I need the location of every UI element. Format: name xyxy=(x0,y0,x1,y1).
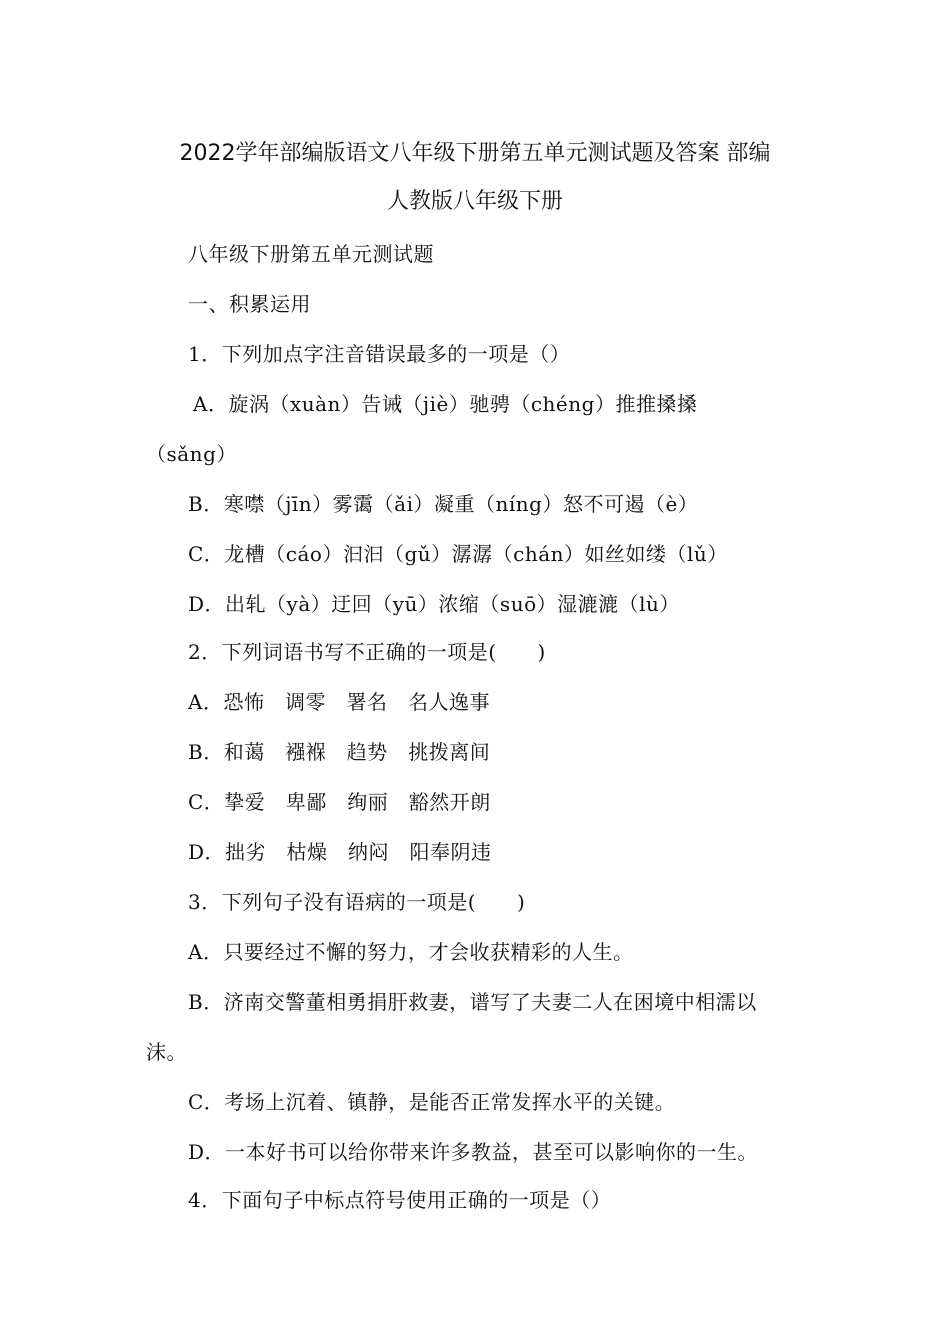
document-title-line-1: 2022学年部编版语文八年级下册第五单元测试题及答案 部编 xyxy=(179,141,771,166)
question-1-option-a: A．旋涡（xuàn）告诫（jiè）驰骋（chéng）推推搡搡 xyxy=(193,392,698,416)
question-1-option-a-continued: （sǎng） xyxy=(146,442,237,466)
document-title-line-2: 人教版八年级下册 xyxy=(386,189,563,214)
question-3-stem: 3．下列句子没有语病的一项是( ) xyxy=(188,890,526,914)
question-3-option-b: B．济南交警董相勇捐肝救妻，谱写了夫妻二人在困境中相濡以 xyxy=(188,990,757,1014)
question-2-stem: 2．下列词语书写不正确的一项是( ) xyxy=(188,640,546,664)
question-1-option-d: D．出轧（yà）迂回（yū）浓缩（suō）湿漉漉（lù） xyxy=(188,592,680,616)
question-1-stem: 1．下列加点字注音错误最多的一项是（） xyxy=(188,342,571,366)
question-3-option-d: D．一本好书可以给你带来许多教益，甚至可以影响你的一生。 xyxy=(188,1140,759,1164)
question-3-option-c: C．考场上沉着、镇静，是能否正常发挥水平的关键。 xyxy=(188,1090,676,1114)
question-3-option-a: A．只要经过不懈的努力，才会收获精彩的人生。 xyxy=(188,940,634,964)
test-subtitle: 八年级下册第五单元测试题 xyxy=(188,242,434,266)
question-1-option-c: C．龙槽（cáo）汩汩（gǔ）潺潺（chán）如丝如缕（lǔ） xyxy=(188,542,728,566)
question-4-stem: 4．下面句子中标点符号使用正确的一项是（） xyxy=(188,1188,612,1212)
question-2-option-b: B．和蔼 襁褓 趋势 挑拨离间 xyxy=(188,740,491,764)
question-3-option-b-continued: 沫。 xyxy=(146,1040,187,1064)
question-2-option-c: C．挚爱 卑鄙 绚丽 豁然开朗 xyxy=(188,790,491,814)
question-1-option-b: B．寒噤（jīn）雾霭（ǎi）凝重（níng）怒不可遏（è） xyxy=(188,492,699,516)
question-2-option-a: A．恐怖 调零 署名 名人逸事 xyxy=(188,690,490,714)
section-heading: 一、积累运用 xyxy=(188,292,311,316)
question-2-option-d: D．拙劣 枯燥 纳闷 阳奉阴违 xyxy=(188,840,492,864)
